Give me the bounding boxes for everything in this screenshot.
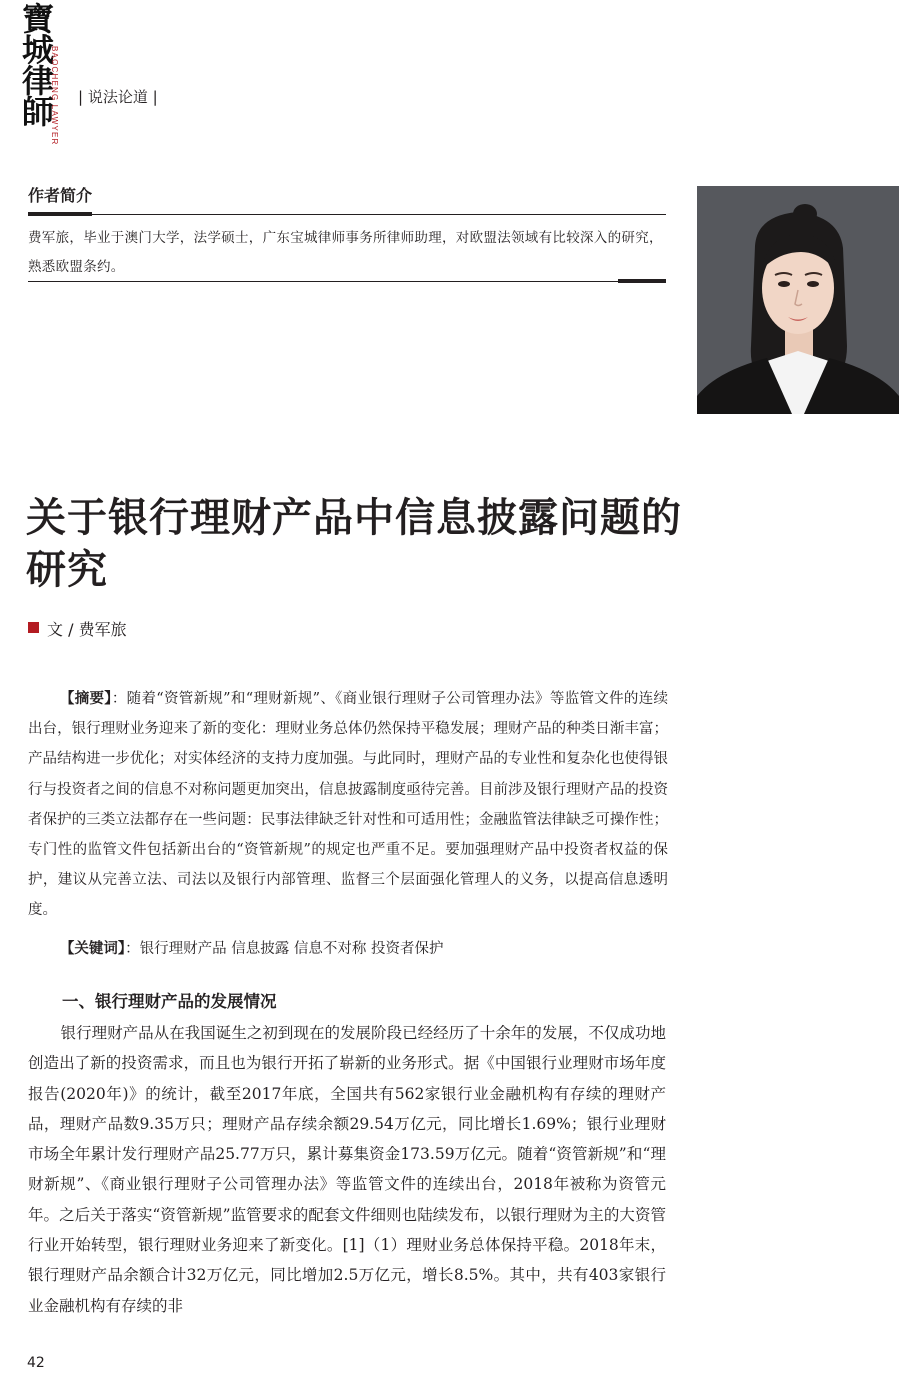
page-number: 42	[27, 1355, 45, 1371]
column-name: | 说法论道 |	[78, 88, 158, 106]
logo-char: 寶	[21, 0, 54, 38]
abstract-text: ：随着“资管新规”和“理财新规”、《商业银行理财子公司管理办法》等监管文件的连续出台，银行理财业务迎来了新的变化：理财业务总体仍然保持平稳发展；理财产品的种类日渐丰富；产品结构进一步优化；对实体经济的支持力度加强。与此同时，理财产品的专业性和复杂化也使得银行与投资者之间的信息不对称问题更加突出，信息披露制度亟待完善。目前涉及银行理财产品的投资者保护的三类立法都存在一些问题：民事法律缺乏针对性和可适用性；金融监管法律缺乏可操作性；专门性的监管文件包括新出台的“资管新规”的规定也严重不足。要加强理财产品中投资者权益的保护，建议从完善立法、司法以及银行内部管理、监督三个层面强化管理人的义务，以提高信息透明度。	[28, 691, 669, 919]
logo-english-text: BAOCHENG LAWYER	[50, 46, 59, 146]
logo-char: 師	[21, 93, 54, 131]
byline: 文 / 费军旅	[47, 620, 127, 639]
author-bio-text: 费军旅，毕业于澳门大学，法学硕士，广东宝城律师事务所律师助理，对欧盟法领域有比较深入的研究，熟悉欧盟条约。	[28, 230, 663, 275]
section-heading: 一、银行理财产品的发展情况	[62, 992, 277, 1011]
body-paragraph: 银行理财产品从在我国诞生之初到现在的发展阶段已经经历了十余年的发展，不仅成功地创造出了新的投资需求，而且也为银行开拓了崭新的业务形式。据《中国银行业理财市场年度报告(2020年)》的统计，截至2017年底，全国共有562家银行业金融机构有存续的理财产品，理财产品数9.35万只；理财产品存续余额29.54万亿元，同比增长1.69%；银行业理财市场全年累计发行理财产品25.77万只，累计募集资金173.59万亿元。随着“资管新规”和“理财新规”、《商业银行理财子公司管理办法》等监管文件的连续出台，2018年被称为资管元年。之后关于落实“资管新规”监管要求的配套文件细则也陆续发布，以银行理财为主的大资管行业开始转型，银行理财业务迎来了新变化。[1]（1）理财业务总体保持平稳。2018年末，银行理财产品余额合计32万亿元，同比增加2.5万亿元，增长8.5%。其中，共有403家银行业金融机构有存续的非	[28, 1024, 666, 1315]
keywords-text: ：银行理财产品 信息披露 信息不对称 投资者保护	[125, 941, 444, 957]
divider-accent	[28, 212, 92, 216]
byline-marker	[28, 622, 39, 633]
divider	[28, 281, 666, 282]
divider	[28, 214, 666, 215]
abstract-label: 【摘要】	[59, 691, 112, 707]
article-title: 关于银行理财产品中信息披露问题的研究	[26, 494, 682, 593]
logo-char: 律	[21, 62, 54, 100]
author-portrait	[697, 186, 899, 414]
logo-char: 城	[21, 31, 54, 69]
keywords-label: 【关键词】	[59, 941, 126, 957]
keywords	[28, 934, 668, 964]
divider-accent	[618, 279, 666, 283]
author-bio-heading: 作者简介	[28, 186, 93, 205]
abstract	[28, 684, 668, 926]
